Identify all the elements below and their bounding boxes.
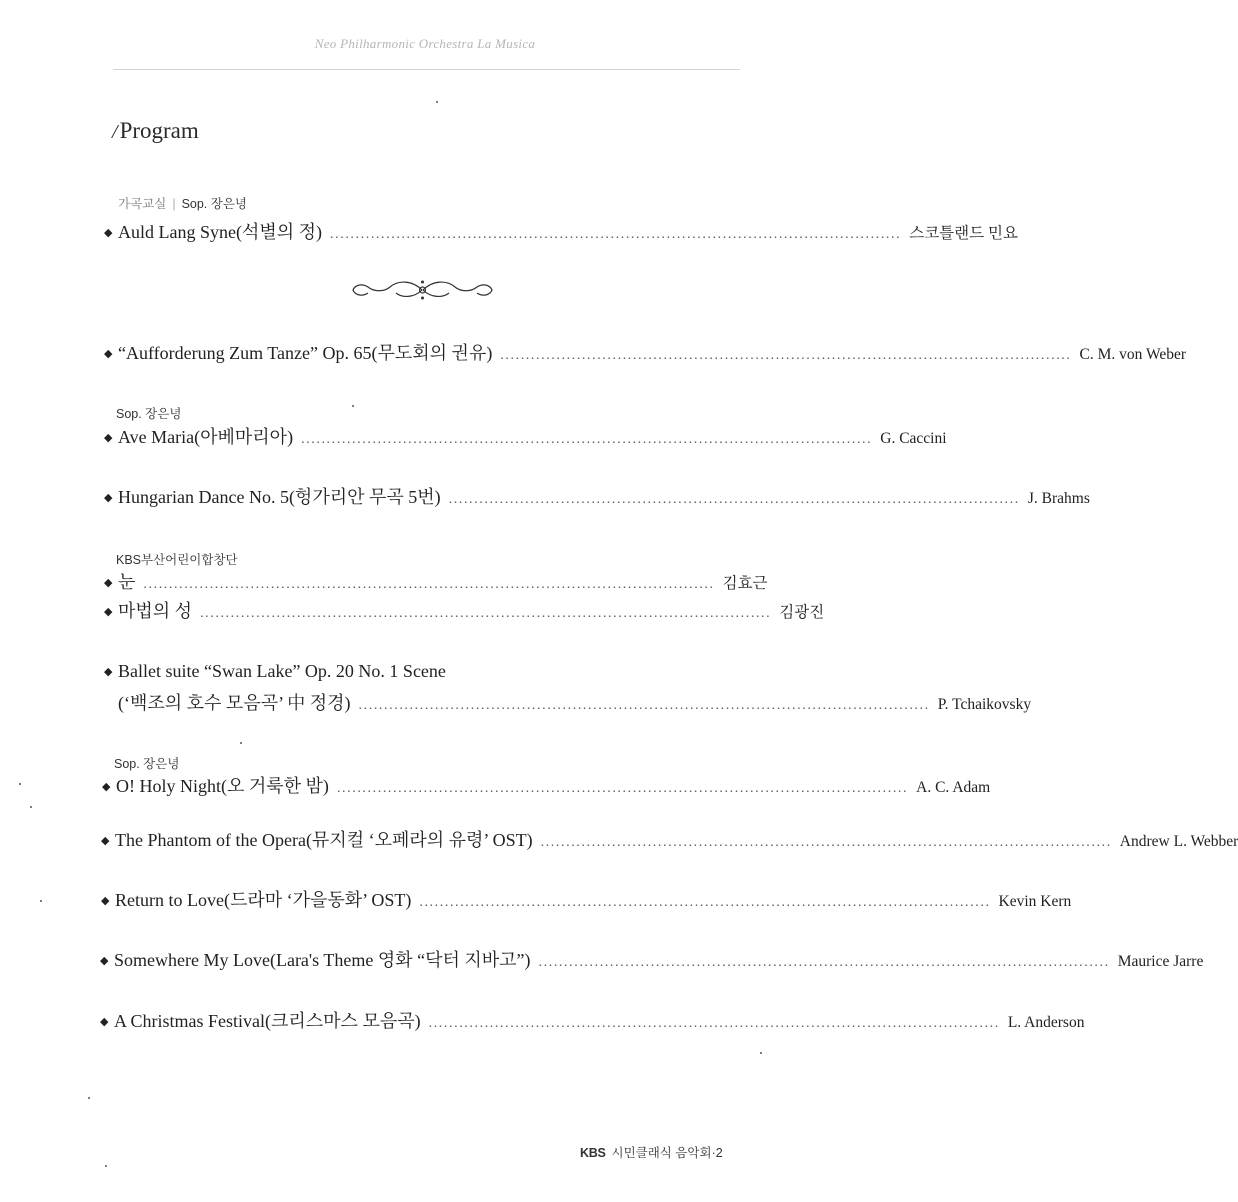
- footer-text: 시민클래식 음악회·2: [611, 1146, 723, 1160]
- program-item: [101, 828, 1238, 855]
- program-item: [100, 1009, 1085, 1036]
- section-performer: Sop. 장은녕: [181, 197, 247, 211]
- item-title: (‘백조의 호수 모음곡’ 中 정경): [118, 693, 351, 713]
- program-item: [118, 691, 1032, 718]
- item-title: Somewhere My Love(Lara's Theme 영화 “닥터 지바고”): [114, 950, 531, 970]
- leader-dots: ................................................................................................................: [336, 781, 909, 796]
- scan-speck: [40, 900, 42, 902]
- page-title: [112, 118, 199, 144]
- scan-speck: [760, 1052, 762, 1054]
- scan-speck: [105, 1165, 107, 1167]
- scan-speck: [30, 806, 32, 808]
- item-composer: Andrew L. Webber: [1119, 833, 1238, 850]
- item-composer: C. M. von Weber: [1079, 346, 1187, 363]
- title-slash-mark: /: [112, 121, 118, 143]
- program-item: [104, 599, 825, 626]
- item-title: 마법의 성: [118, 601, 193, 621]
- leader-dots: ................................................................................................................: [143, 577, 715, 592]
- footer-brand: KBS: [580, 1146, 606, 1160]
- section-prefix: 가곡교실: [118, 197, 167, 211]
- item-title: “Aufforderung Zum Tanze” Op. 65(무도회의 권유): [118, 343, 493, 363]
- leader-dots: ................................................................................................................: [538, 955, 1110, 970]
- item-composer: 김광진: [779, 604, 825, 621]
- program-item: [104, 425, 947, 452]
- leader-dots: ................................................................................................................: [301, 432, 873, 447]
- program-item: [104, 570, 768, 597]
- bullet-icon: ◆: [104, 348, 113, 360]
- item-composer: A. C. Adam: [916, 779, 991, 796]
- item-composer: J. Brahms: [1027, 490, 1090, 507]
- bullet-icon: ◆: [104, 606, 113, 618]
- section-label-gagok: [118, 194, 247, 212]
- section-label-soprano: Sop. 장은녕: [114, 757, 180, 771]
- bullet-icon: ◆: [100, 1016, 109, 1028]
- program-item: [101, 888, 1072, 915]
- bullet-icon: ◆: [104, 227, 113, 239]
- item-title: Ave Maria(아베마리아): [118, 427, 294, 447]
- bullet-icon: ◆: [101, 835, 110, 847]
- bullet-icon: ◆: [101, 895, 110, 907]
- item-composer: P. Tchaikovsky: [937, 696, 1032, 713]
- section-label-soprano: Sop. 장은녕: [116, 407, 182, 421]
- program-item: [104, 220, 1018, 247]
- leader-dots: ................................................................................................................: [200, 606, 772, 621]
- bullet-icon: ◆: [102, 781, 111, 793]
- item-title: O! Holy Night(오 거룩한 밤): [116, 776, 329, 796]
- item-composer: G. Caccini: [880, 430, 947, 447]
- header-rule: [113, 69, 740, 70]
- program-item-swan-lake: [104, 659, 731, 686]
- item-title: Return to Love(드라마 ‘가을동화’ OST): [115, 890, 412, 910]
- scan-speck: [19, 783, 21, 785]
- scan-speck: [240, 742, 242, 744]
- item-title: Hungarian Dance No. 5(헝가리안 무곡 5번): [118, 487, 441, 507]
- program-item: [102, 774, 991, 801]
- item-title: Ballet suite “Swan Lake” Op. 20 No. 1 Scene: [118, 661, 446, 681]
- bullet-icon: ◆: [104, 432, 113, 444]
- section-divider: |: [172, 197, 176, 211]
- item-title: 눈: [118, 572, 136, 592]
- title-text: Program: [119, 118, 199, 143]
- item-composer: 김효근: [722, 575, 768, 592]
- scan-speck: [352, 405, 354, 407]
- item-composer: L. Anderson: [1007, 1014, 1085, 1031]
- page-footer: [580, 1143, 723, 1161]
- item-title: The Phantom of the Opera(뮤지컬 ‘오페라의 유령’ OST): [115, 830, 533, 850]
- leader-dots: ................................................................................................................: [540, 835, 1112, 850]
- leader-dots: ................................................................................................................: [428, 1016, 1000, 1031]
- item-composer: 스코틀랜드 민요: [909, 225, 1018, 242]
- item-composer: Maurice Jarre: [1117, 953, 1204, 970]
- item-composer: Kevin Kern: [998, 893, 1072, 910]
- page-header: Neo Philharmonic Orchestra La Musica: [314, 36, 536, 51]
- item-title: Auld Lang Syne(석별의 정): [118, 222, 323, 242]
- program-item: [104, 485, 1090, 512]
- bullet-icon: ◆: [100, 955, 109, 967]
- ornament-divider-icon: [350, 277, 495, 303]
- program-item: [100, 948, 1204, 975]
- bullet-icon: ◆: [104, 577, 113, 589]
- bullet-icon: ◆: [104, 666, 113, 678]
- bullet-icon: ◆: [104, 492, 113, 504]
- leader-dots: ................................................................................................................: [419, 895, 991, 910]
- leader-dots: ................................................................................................................: [358, 698, 930, 713]
- scan-speck: [436, 101, 438, 103]
- leader-dots: ................................................................................................................: [500, 348, 1072, 363]
- program-item: [104, 341, 1187, 368]
- leader-dots: ................................................................................................................: [330, 227, 902, 242]
- scan-speck: [88, 1097, 90, 1099]
- item-title: A Christmas Festival(크리스마스 모음곡): [114, 1011, 421, 1031]
- leader-dots: ................................................................................................................: [448, 492, 1020, 507]
- section-label-choir: KBS부산어린이합창단: [116, 553, 238, 567]
